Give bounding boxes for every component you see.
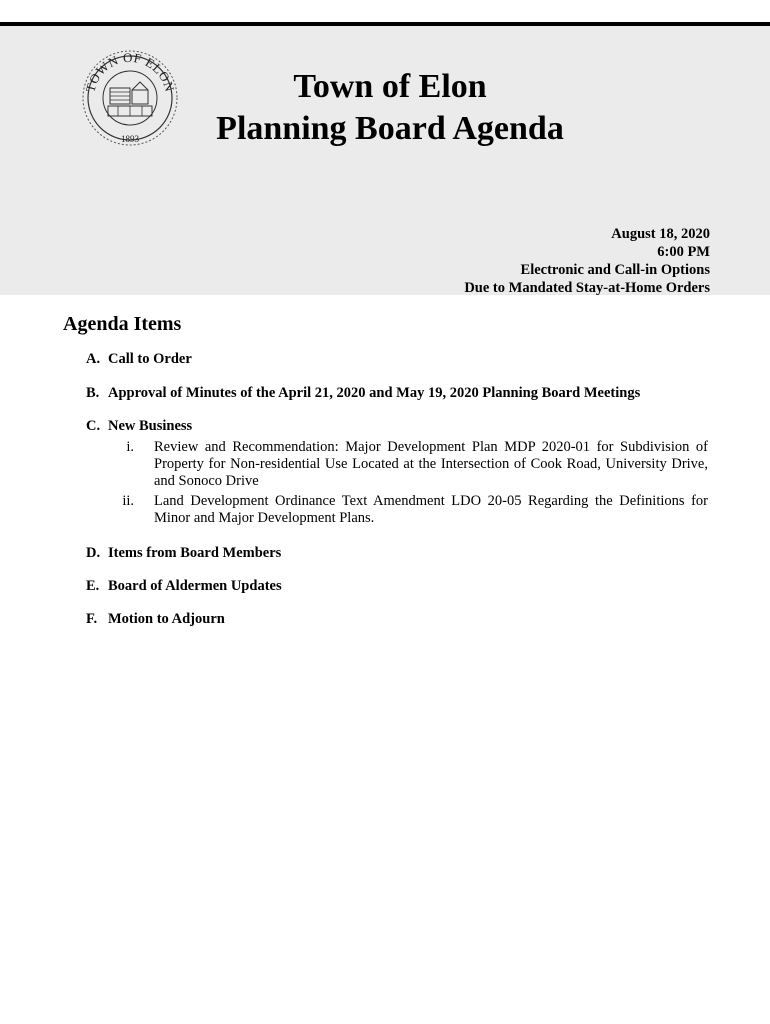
meeting-mode: Electronic and Call-in Options (520, 262, 710, 278)
subitem-number: i. (126, 439, 134, 455)
agenda-item-b (86, 384, 640, 402)
agenda-item-a (86, 350, 192, 368)
subitem-text: Review and Recommendation: Major Development Plan MDP 2020-01 for Subdivision of Property for Non-residential Use Located at the Intersection of Cook Road, University Drive, and Sonoco Drive (154, 439, 708, 489)
agenda-item-letter: F. (86, 611, 98, 627)
seal-text: TOWN OF ELON (82, 49, 178, 94)
agenda-item-letter: C. (86, 418, 101, 434)
meeting-reason: Due to Mandated Stay-at-Home Orders (464, 280, 710, 296)
agenda-item-d (86, 544, 281, 562)
agenda-item-f (86, 610, 225, 628)
agenda-item-letter: E. (86, 578, 100, 594)
agenda-item-letter: D. (86, 545, 101, 561)
subitem-text: Land Development Ordinance Text Amendment LDO 20-05 Regarding the Definitions for Minor and Major Development Plans. (154, 493, 708, 526)
agenda-item-text: Board of Aldermen Updates (108, 578, 282, 594)
town-seal-icon (80, 46, 180, 150)
agenda-item-text: New Business (108, 418, 193, 434)
agenda-item-letter: B. (86, 385, 100, 401)
agenda-item-c (86, 417, 192, 435)
agenda-subitem-i (108, 439, 708, 490)
agenda-item-e (86, 577, 282, 595)
agenda-subitem-ii (108, 493, 708, 527)
page-subtitle: Planning Board Agenda (216, 110, 564, 147)
agenda-heading: Agenda Items (63, 313, 182, 335)
agenda-item-text: Motion to Adjourn (108, 611, 225, 627)
page-title: Town of Elon (293, 68, 487, 105)
seal-year: 1893 (121, 134, 139, 144)
agenda-item-text: Items from Board Members (108, 545, 282, 561)
subitem-number: ii. (122, 493, 134, 509)
agenda-item-text: Approval of Minutes of the April 21, 2020 and May 19, 2020 Planning Board Meetings (108, 385, 641, 401)
agenda-item-letter: A. (86, 351, 101, 367)
meeting-time: 6:00 PM (657, 244, 710, 260)
agenda-item-text: Call to Order (108, 351, 192, 367)
meeting-date: August 18, 2020 (611, 226, 710, 242)
